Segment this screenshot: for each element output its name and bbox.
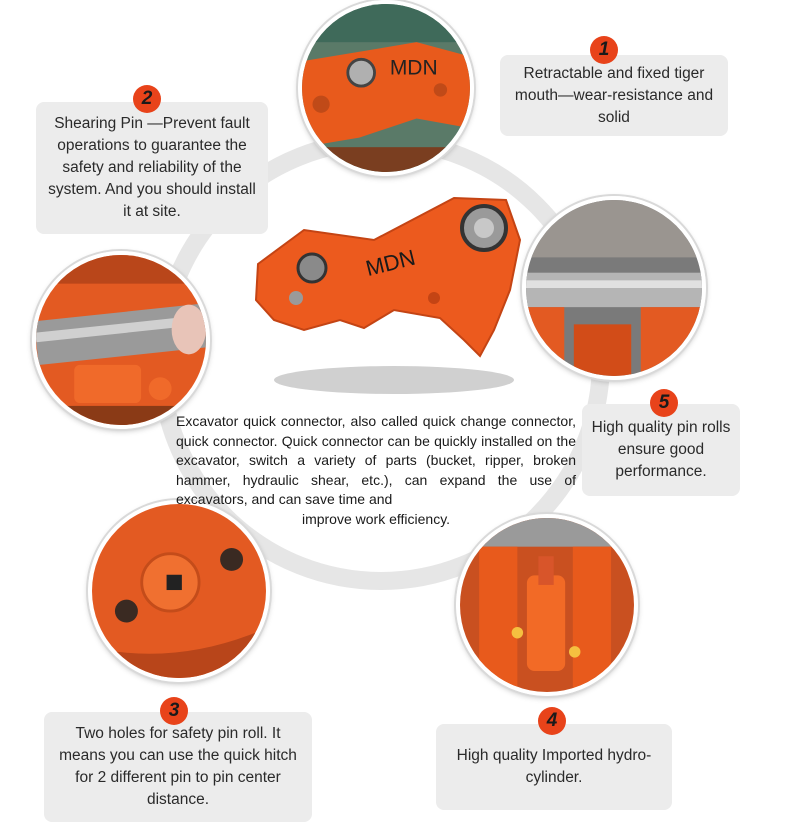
hitch-brand-label: MDN [389, 56, 438, 80]
feature-badge-3: 3 [160, 697, 188, 725]
feature-card-1 [500, 55, 728, 136]
feature-text-3: Two holes for safety pin roll. It means you can use the quick hitch for 2 different pin to pin center distance. [59, 725, 297, 808]
feature-badge-5: 5 [650, 389, 678, 417]
feature-card-2 [36, 102, 268, 234]
hitch-closeup-photo [298, 0, 474, 176]
feature-badge-1: 1 [590, 36, 618, 64]
feature-badge-2: 2 [133, 85, 161, 113]
center-description [176, 412, 576, 529]
feature-card-4 [436, 724, 672, 810]
center-brand-label: MDN [363, 244, 418, 282]
feature-text-1: Retractable and fixed tiger mouth—wear-resistance and solid [514, 64, 714, 126]
feature-card-3 [44, 712, 312, 822]
feature-text-2: Shearing Pin —Prevent fault operations to guarantee the safety and reliability of the system. And you should install it at site. [48, 115, 256, 220]
hydro-cylinder-photo [456, 514, 638, 696]
feature-badge-4: 4 [538, 707, 566, 735]
feature-text-4: High quality Imported hydro-cylinder. [456, 747, 652, 786]
center-description-text: Excavator quick connector, also called quick change connector, quick connector. Quick connector can be quickly installed on the excavator, switch a variety of parts (bucket, ripper, broken hammer, hydraulic shear, etc.), can expand the use of excavators, and can save time and [176, 413, 576, 507]
feature-text-5: High quality pin rolls ensure good performance. [591, 419, 731, 480]
shearing-pin-photo [32, 251, 210, 429]
quick-hitch-image [244, 180, 534, 410]
pin-roll-photo [522, 196, 706, 380]
center-description-last: improve work efficiency. [301, 510, 451, 527]
feature-card-5 [582, 404, 740, 496]
